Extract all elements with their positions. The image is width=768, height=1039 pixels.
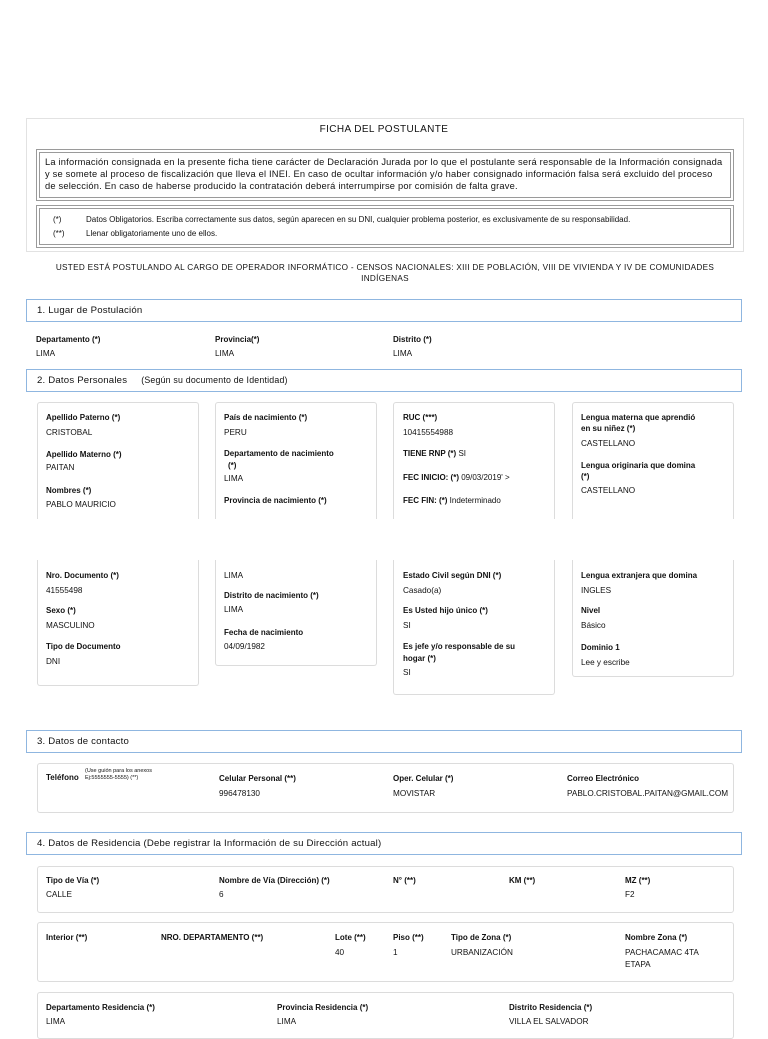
telefono-label: Teléfono: [46, 773, 79, 782]
notes-inner: [39, 208, 731, 245]
tipo-via-label: Tipo de Vía (*): [46, 876, 100, 885]
dominio-value: Lee y escribe: [581, 658, 630, 667]
celular-value: 996478130: [219, 789, 260, 798]
apellido-materno-label: Apellido Materno (*): [46, 450, 122, 459]
lugar-departamento-value: LIMA: [36, 349, 56, 358]
ruc-value: 10415554988: [403, 428, 454, 437]
tipo-zona-label: Tipo de Zona (*): [451, 933, 512, 942]
tipo-documento-label: Tipo de Documento: [46, 642, 121, 651]
lengua-materna-label-2: en su niñez (*): [581, 424, 636, 433]
section-datos-contacto: [26, 730, 742, 753]
estado-civil-value: Casado(a): [403, 586, 442, 595]
section-subtitle: (Según su documento de Identidad): [141, 375, 288, 385]
tipo-via-value: CALLE: [46, 890, 72, 899]
rnp-label: TIENE RNP (*): [403, 449, 457, 458]
note-text-1: Datos Obligatorios. Escriba correctamente sus datos, según aparecen en su DNI, cualquier problema posterior, es exclusivamente de su responsabilidad.: [86, 215, 631, 224]
section-title: 2. Datos Personales: [37, 375, 128, 386]
telefono-hint: (Use guión para los anexos: [85, 768, 152, 774]
numero-label: N° (**): [393, 876, 416, 885]
interior-label: Interior (**): [46, 933, 88, 942]
depto-nacimiento-value: LIMA: [224, 474, 244, 483]
km-label: KM (**): [509, 876, 536, 885]
declaration-text: La información consignada en la presente ficha tiene carácter de Declaración Jurada por lo que el postulante será responsable de la Información consignada y se somete al proceso de fiscalización que lleva el INEI. En caso de ocultar información y/o haber consignado información falsa será excluido del proceso de selección. En caso de haberse producido la contratación deberá interrumpirse por comisión de falta grave.: [45, 157, 723, 191]
nombre-zona-value-2: ETAPA: [625, 960, 651, 969]
apellido-paterno-label: Apellido Paterno (*): [46, 413, 121, 422]
nombre-via-label: Nombre de Vía (Dirección) (*): [219, 876, 330, 885]
operador-value: MOVISTAR: [393, 789, 436, 798]
lugar-distrito-value: LIMA: [393, 349, 413, 358]
section-title: 4. Datos de Residencia (Debe registrar la Información de su Dirección actual): [37, 838, 382, 849]
lugar-departamento-label: Departamento (*): [36, 335, 101, 344]
lengua-originaria-value: CASTELLANO: [581, 486, 636, 495]
lugar-distrito-label: Distrito (*): [393, 335, 432, 344]
rnp-row: [403, 449, 466, 459]
jefe-hogar-value: SI: [403, 668, 411, 677]
prov-residencia-label: Provincia Residencia (*): [277, 1003, 369, 1012]
piso-label: Piso (**): [393, 933, 424, 942]
lugar-provincia-label: Provincia(*): [215, 335, 260, 344]
operador-label: Oper. Celular (*): [393, 774, 454, 783]
note-text-2: Llenar obligatoriamente uno de ellos.: [86, 229, 218, 238]
nombres-label: Nombres (*): [46, 486, 92, 495]
estado-civil-label: Estado Civil según DNI (*): [403, 571, 502, 580]
sexo-value: MASCULINO: [46, 621, 95, 630]
dist-residencia-value: VILLA EL SALVADOR: [509, 1017, 589, 1026]
depto-residencia-label: Departamento Residencia (*): [46, 1003, 155, 1012]
rnp-value: SI: [458, 449, 466, 458]
ruc-label: RUC (***): [403, 413, 438, 422]
fec-fin-value: Indeterminado: [449, 496, 501, 505]
correo-label: Correo Electrónico: [567, 774, 640, 783]
lengua-materna-value: CASTELLANO: [581, 439, 636, 448]
card-residencia-3: [37, 992, 734, 1039]
fecha-nacimiento-label: Fecha de nacimiento: [224, 628, 304, 637]
mz-value: F2: [625, 890, 635, 899]
note-mark-2: (**): [53, 229, 65, 238]
lengua-extranjera-label: Lengua extranjera que domina: [581, 571, 698, 580]
nombres-value: PABLO MAURICIO: [46, 500, 116, 509]
nombre-zona-value: PACHACAMAC 4TA: [625, 948, 699, 957]
apellido-paterno-value: CRISTOBAL: [46, 428, 93, 437]
nombre-via-value: 6: [219, 890, 224, 899]
celular-label: Celular Personal (**): [219, 774, 296, 783]
mz-label: MZ (**): [625, 876, 651, 885]
section-datos-personales: [26, 369, 742, 392]
fec-inicio-label: FEC INICIO: (*): [403, 473, 459, 482]
section-title: 1. Lugar de Postulación: [37, 305, 143, 316]
fec-inicio-row: [403, 473, 510, 483]
apellido-materno-value: PAITAN: [46, 463, 75, 472]
lengua-originaria-label: Lengua originaria que domina: [581, 461, 696, 470]
prov-residencia-value: LIMA: [277, 1017, 297, 1026]
lote-label: Lote (**): [335, 933, 366, 942]
lengua-originaria-label-2: (*): [581, 472, 590, 481]
depto-residencia-value: LIMA: [46, 1017, 66, 1026]
lote-value: 40: [335, 948, 345, 957]
tipo-zona-value: URBANIZACIÓN: [451, 948, 513, 957]
dist-nacimiento-value: LIMA: [224, 605, 244, 614]
fec-fin-row: [403, 496, 501, 506]
sexo-label: Sexo (*): [46, 606, 76, 615]
section-title: 3. Datos de contacto: [37, 736, 129, 747]
tipo-documento-value: DNI: [46, 657, 61, 666]
note-mark-1: (*): [53, 215, 62, 224]
nro-documento-label: Nro. Documento (*): [46, 571, 119, 580]
section-datos-residencia: [26, 832, 742, 855]
section-lugar-postulacion: [26, 299, 742, 322]
pais-nacimiento-value: PERU: [224, 428, 247, 437]
nro-documento-value: 41555498: [46, 586, 83, 595]
nombre-zona-label: Nombre Zona (*): [625, 933, 688, 942]
form-title: FICHA DEL POSTULANTE: [319, 124, 449, 135]
lengua-materna-label: Lengua materna que aprendió: [581, 413, 696, 422]
prov-nacimiento-value: LIMA: [224, 571, 244, 580]
lengua-extranjera-value: INGLES: [581, 586, 612, 595]
hijo-unico-value: SI: [403, 621, 411, 630]
cargo-text: USTED ESTÁ POSTULANDO AL CARGO DE OPERADOR INFORMÁTICO - CENSOS NACIONALES: XIII DE POBLACIÓN, VIII DE VIVIENDA Y IV DE COMUNIDADES INDÍGENAS: [55, 263, 715, 283]
hijo-unico-label: Es Usted hijo único (*): [403, 606, 488, 615]
dominio-label: Dominio 1: [581, 643, 620, 652]
telefono-hint-2: Ej:5555555-5555) (**): [85, 775, 139, 781]
fecha-nacimiento-value: 04/09/1982: [224, 642, 265, 651]
nro-departamento-label: NRO. DEPARTAMENTO (**): [161, 933, 264, 942]
dist-residencia-label: Distrito Residencia (*): [509, 1003, 593, 1012]
nivel-value: Básico: [581, 621, 606, 630]
fec-fin-label: FEC FIN: (*): [403, 496, 448, 505]
fec-inicio-value: 09/03/2019' >: [461, 473, 510, 482]
prov-nacimiento-label: Provincia de nacimiento (*): [224, 496, 327, 505]
dist-nacimiento-label: Distrito de nacimiento (*): [224, 591, 319, 600]
jefe-hogar-label-2: hogar (*): [403, 654, 436, 663]
jefe-hogar-label: Es jefe y/o responsable de su: [403, 642, 516, 651]
nivel-label: Nivel: [581, 606, 601, 615]
pais-nacimiento-label: País de nacimiento (*): [224, 413, 308, 422]
depto-nacimiento-label-2: (*): [228, 461, 237, 470]
depto-nacimiento-label: Departamento de nacimiento: [224, 449, 334, 458]
piso-value: 1: [393, 948, 398, 957]
lugar-provincia-value: LIMA: [215, 349, 235, 358]
correo-value: PABLO.CRISTOBAL.PAITAN@GMAIL.COM: [567, 789, 729, 798]
